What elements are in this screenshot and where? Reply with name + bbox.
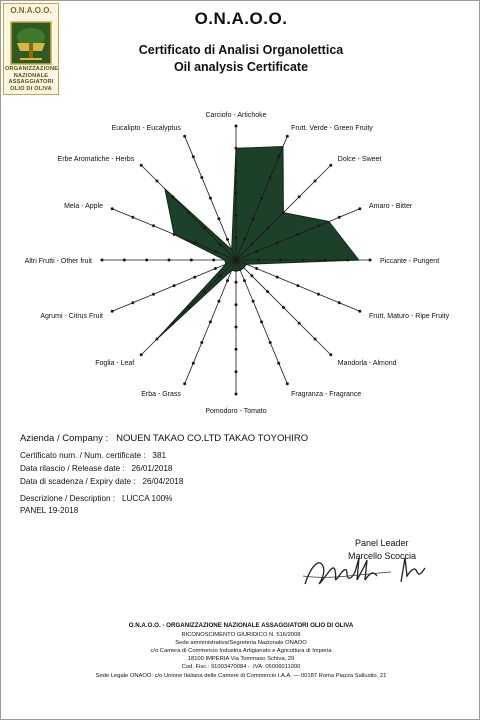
radar-tick-mark	[358, 207, 361, 210]
radar-tick-mark	[235, 326, 238, 329]
radar-tick-mark	[183, 382, 186, 385]
company-label: Azienda / Company :	[20, 433, 109, 444]
radar-tick-mark	[203, 227, 206, 230]
radar-tick-mark	[140, 164, 143, 167]
radar-tick-mark	[346, 259, 349, 262]
footer-address: 18100 IMPERIA Via Tommaso Schiva, 29	[187, 656, 295, 662]
radar-tick-mark	[190, 259, 193, 262]
radar-tick-mark	[200, 176, 203, 179]
radar-tick-mark	[266, 290, 269, 293]
description-value: LUCCA 100%	[121, 494, 173, 503]
radar-tick-mark	[235, 370, 238, 373]
radar-tick-mark	[277, 155, 280, 158]
company-row	[20, 433, 308, 444]
radar-axis-label: Agrumi - Citrus Fruit	[40, 313, 103, 321]
certificate-title-italian: Certificato di Analisi Organolettica	[138, 43, 344, 57]
radar-axis-label: Eucalipto - Eucalyptus	[111, 125, 181, 132]
radar-tick-mark	[329, 353, 332, 356]
radar-tick-mark	[193, 276, 196, 279]
radar-tick-mark	[219, 243, 222, 246]
radar-tick-mark	[252, 300, 255, 303]
radar-tick-mark	[269, 341, 272, 344]
radar-tick-mark	[209, 320, 212, 323]
radar-tick-mark	[171, 195, 174, 198]
expiry-date-label: Data di scadenza / Expiry date :	[20, 477, 136, 486]
radar-axis-label: Pomodoro - Tomato	[205, 408, 267, 415]
radar-tick-mark	[235, 214, 238, 217]
radar-tick-mark	[173, 233, 176, 236]
release-date-label: Data rilascio / Release date :	[20, 464, 125, 473]
panel-leader-name: Marcello Scoccia	[348, 551, 417, 561]
radar-tick-mark	[282, 306, 285, 309]
radar-tick-mark	[314, 338, 317, 341]
radar-tick-mark	[192, 362, 195, 365]
panel-leader-role: Panel Leader	[355, 538, 409, 548]
radar-axis-label: Mela - Apple	[64, 202, 103, 210]
radar-tick-mark	[193, 241, 196, 244]
radar-tick-mark	[187, 306, 190, 309]
radar-tick-mark	[279, 259, 282, 262]
radar-axis-label: Mandorla - Almond	[337, 359, 397, 367]
radar-axis-label: Piccante - Pungent	[380, 258, 440, 265]
page-title: O.N.A.O.O.	[194, 9, 288, 28]
radar-tick-mark	[171, 322, 174, 325]
radar-tick-mark	[255, 267, 258, 270]
radar-tick-mark	[173, 284, 176, 287]
radar-tick-mark	[152, 293, 155, 296]
radar-tick-mark	[131, 216, 134, 219]
radar-tick-mark	[140, 353, 143, 356]
radar-tick-mark	[209, 197, 212, 200]
radar-tick-mark	[302, 259, 305, 262]
certificate-title-english: Oil analysis Certificate	[173, 60, 309, 74]
radar-tick-mark	[226, 279, 229, 282]
radar-tick-mark	[286, 382, 289, 385]
radar-tick-mark	[235, 236, 238, 239]
radar-tick-mark	[269, 176, 272, 179]
radar-tick-mark	[123, 259, 126, 262]
footer-legal-recognition: RICONOSCIMENTO GIURIDICO N. 516/2008	[181, 632, 301, 638]
radar-tick-mark	[235, 393, 238, 396]
radar-tick-mark	[243, 279, 246, 282]
radar-tick-mark	[324, 259, 327, 262]
logo-line: ASSAGGIATORI	[8, 79, 54, 86]
radar-tick-mark	[226, 238, 229, 241]
footer-legal-seat: Sede Legale ONAOO: c/o Unione Italiana delle Camere di Commercio I.A.A. — 00187 Roma Piazza Sallustio, 21	[95, 673, 387, 679]
radar-tick-mark	[298, 322, 301, 325]
radar-tick-mark	[235, 192, 238, 195]
radar-tick-mark	[235, 125, 238, 128]
radar-tick-mark	[314, 180, 317, 183]
radar-tick-mark	[111, 310, 114, 313]
radar-tick-mark	[131, 301, 134, 304]
release-date-row	[20, 464, 172, 473]
radar-axis-label: Amaro - Bitter	[369, 202, 413, 210]
radar-tick-mark	[214, 267, 217, 270]
radar-tick-mark	[296, 284, 299, 287]
radar-tick-mark	[250, 243, 253, 246]
radar-tick-mark	[217, 217, 220, 220]
logo-line: ORGANIZZAZIONE	[5, 66, 59, 72]
panel-number: PANEL 19-2018	[20, 506, 79, 515]
expiry-date-row	[20, 477, 183, 486]
certificate-number: 381	[152, 451, 167, 460]
radar-tick-mark	[203, 290, 206, 293]
footer-chamber-of-commerce: c/o Camera di Commercio Industria Artigianato e Agricoltura di Imperia	[150, 648, 332, 654]
footer-administrative-office: Sede amministrativa/Segreteria Nazionale ONAOO	[175, 640, 307, 646]
radar-tick-mark	[187, 211, 190, 214]
logo-line: OLIO DI OLIVA	[10, 85, 52, 92]
radar-tick-mark	[276, 276, 279, 279]
radar-profile-area	[157, 147, 359, 340]
company-name: NOUEN TAKAO CO.LTD TAKAO TOYOHIRO	[116, 433, 309, 444]
radar-tick-mark	[276, 241, 279, 244]
certificate-number-label: Certificato num. / Num. certificate :	[20, 451, 146, 460]
radar-axis-label: Altri Frutti - Other fruit	[24, 258, 92, 265]
radar-tick-mark	[235, 303, 238, 306]
radar-axis-label: Dolce - Sweet	[337, 156, 382, 164]
footer-organization: O.N.A.O.O. - ORGANIZZAZIONE NAZIONALE ASSAGGIATORI OLIO DI OLIVA	[128, 622, 354, 629]
radar-tick-mark	[277, 362, 280, 365]
radar-tick-mark	[329, 164, 332, 167]
radar-tick-mark	[260, 197, 263, 200]
radar-tick-mark	[257, 259, 260, 262]
radar-tick-mark	[260, 320, 263, 323]
radar-tick-mark	[338, 301, 341, 304]
footer-tax-codes: Cod. Fisc.: 91003470084 - .IVA: 05006011000	[181, 664, 301, 670]
radar-tick-mark	[235, 281, 238, 284]
radar-axis-label: Carciofo - Artichoke	[205, 112, 267, 119]
radar-tick-mark	[200, 341, 203, 344]
release-date: 26/01/2018	[131, 464, 173, 473]
radar-axis-label: Fragranza - Fragrance	[291, 391, 362, 398]
radar-tick-mark	[255, 250, 258, 253]
radar-tick-mark	[358, 310, 361, 313]
description-row	[20, 494, 172, 503]
radar-tick-mark	[243, 238, 246, 241]
logo-line: NAZIONALE	[13, 72, 49, 79]
radar-tick-mark	[266, 227, 269, 230]
radar-tick-mark	[296, 233, 299, 236]
logo-abbreviation: O.N.A.O.O.	[10, 6, 52, 15]
radar-tick-mark	[156, 338, 159, 341]
radar-tick-mark	[286, 135, 289, 138]
sensory-radar-chart	[1, 96, 480, 416]
radar-tick-mark	[156, 180, 159, 183]
radar-tick-mark	[298, 195, 301, 198]
radar-tick-mark	[145, 259, 148, 262]
radar-tick-mark	[217, 300, 220, 303]
radar-tick-mark	[235, 348, 238, 351]
radar-tick-mark	[168, 259, 171, 262]
radar-tick-mark	[282, 211, 285, 214]
radar-tick-mark	[235, 147, 238, 150]
radar-axis-label: Erbe Aromatiche - Herbs	[57, 156, 135, 164]
expiry-date: 26/04/2018	[142, 477, 184, 486]
radar-tick-mark	[252, 217, 255, 220]
radar-tick-mark	[152, 224, 155, 227]
certificate-number-row	[20, 451, 166, 460]
radar-tick-mark	[317, 224, 320, 227]
radar-tick-mark	[235, 169, 238, 172]
radar-tick-mark	[111, 207, 114, 210]
description-label: Descrizione / Description :	[20, 494, 116, 503]
radar-tick-mark	[192, 155, 195, 158]
radar-tick-mark	[214, 250, 217, 253]
radar-tick-mark	[338, 216, 341, 219]
radar-tick-mark	[212, 259, 215, 262]
radar-tick-mark	[250, 274, 253, 277]
radar-axis-label: Frutt. Verde - Green Fruity	[291, 125, 373, 132]
radar-tick-mark	[219, 274, 222, 277]
handwritten-signature	[301, 536, 441, 596]
radar-tick-mark	[183, 135, 186, 138]
radar-axis-label: Foglia - Leaf	[95, 359, 135, 367]
radar-axis-label: Erba - Grass	[141, 391, 181, 398]
radar-tick-mark	[317, 293, 320, 296]
radar-tick-mark	[369, 259, 372, 262]
radar-tick-mark	[101, 259, 104, 262]
radar-axis-label: Frutt. Maturo - Ripe Fruity	[369, 313, 450, 321]
